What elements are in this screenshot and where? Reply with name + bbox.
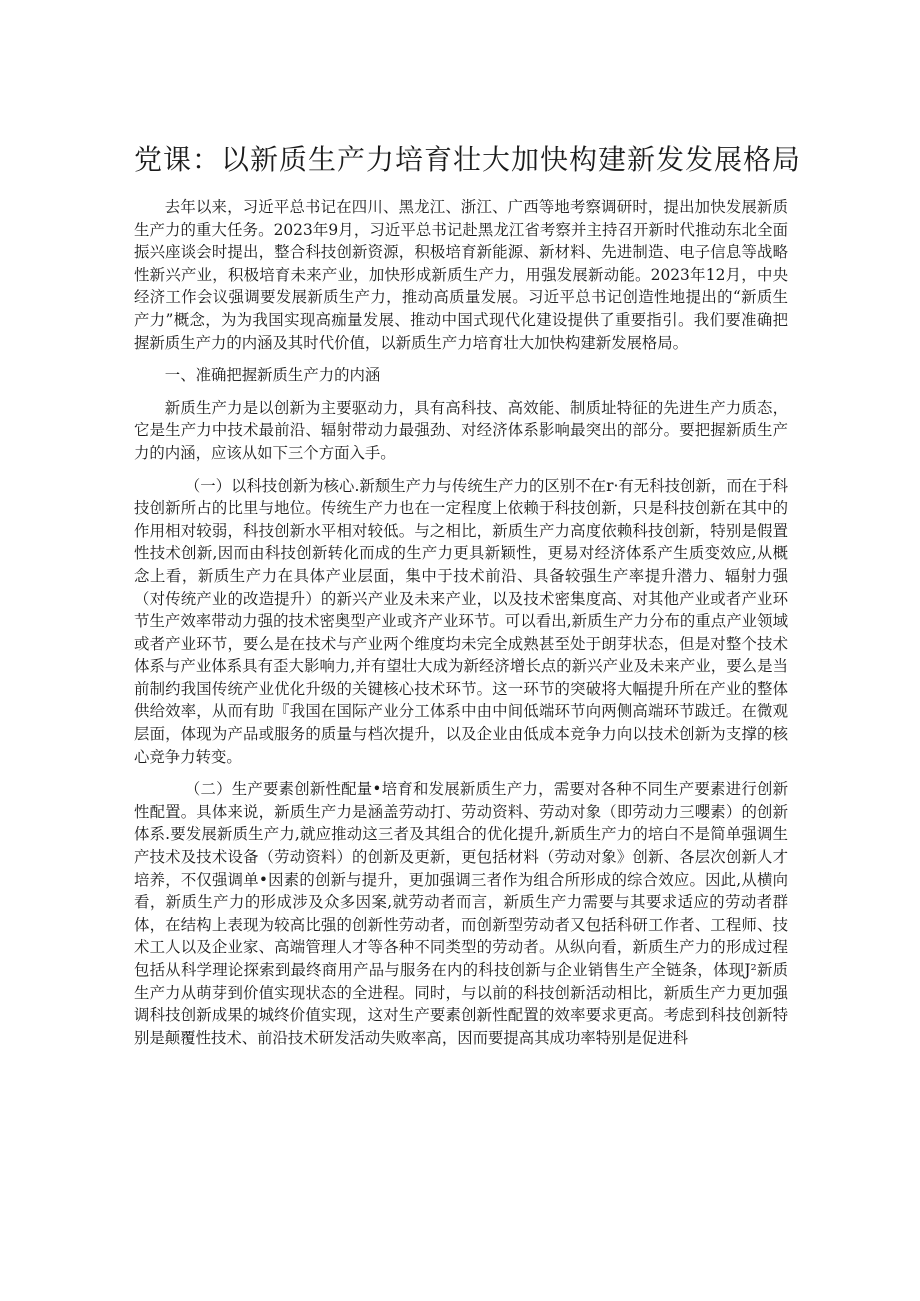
document-page: [134, 140, 802, 1059]
subsection-paragraph-2: （二）生产要素创新性配量•培育和发展新质生产力，需要对各种不同生产要素进行创新性配置。具体来说，新质生产力是涵盖劳动打、劳动资料、劳动对象（即劳动力三嚶素）的创新体系.要发展新质生产力,就应推动这三者及其组合的优化提升,新质生产力的培白不是简单强调生产技术及技术设备（劳动资料）的创新及更新，更包括材料（劳动对象》创新、各层次创新人才培养，不仅强调单•因素的创新与提升，更加强调三者作为组合所形成的综合效应。因此,从横向看，新质生产力的形成涉及众多因案,就劳动者而言，新质生产力需要与其要求适应的劳动者群体，在结构上表现为较高比强的创新性劳动者，而创新型劳动者又包括科研工作者、工程师、技术工人以及企业家、高端管理人才等各种不同类型的劳动者。从纵向看，新质生产力的形成过程包括从科学理论探索到最终商用产品与服务在内的科技创新与企业销售生产全链条，体现J²新质生产力从萌芽到价值实现状态的全进程。同时，与以前的科技创新活动相比，新质生产力更加强调科技创新成果的城终价值实现，这对生产要素创新性配置的效率要求更高。考虑到科技创新特别是颠覆性技术、前沿技术研发活动失败率高，因而要提高其成功率特别是促进科: [134, 780, 788, 1047]
intro-paragraph: 去年以来，习近平总书记在四川、黑龙江、浙江、广西等地考察调研时，提出加快发展新质生产力的重大任务。2023年9月，习近平总书记赴黑龙江省考察并主持召开新时代推动东北全面振兴座谈会时提出，整合科技创新资源，积极培育新能源、新材料、先进制造、电子信息等战略性新兴产业，积极培育未来产业，加快形成新质生产力，用强发展新动能。2023年12月，中央经济工作会议强调要发展新质生产力，推动高质量发展。习近平总书记创造性地提出的“新质生产力”概念，为为我国实现高痂量发展、推动中国式现代化建设提供了重要指引。我们要准确把握新质生产力的内涵及其时代价值，以新质生产力培育壮大加快构建新发展格局。: [134, 198, 788, 352]
definition-paragraph: 新质生产力是以创新为主要驱动力，具有高科技、高效能、制质址特征的先进生产力质态，它是生产力中技术最前沿、辐射带动力最强劲、对经济体系影响最突出的部分。要把握新质生产力的内涵，应该从如下三个方面入手。: [134, 398, 788, 462]
document-title: 党课：以新质生产力培育壮大加快构建新发发展格局: [134, 143, 802, 176]
section-heading: 一、准确把握新质生产力的内涵: [164, 366, 381, 385]
subsection-paragraph-1: （一）以科技创新为核心.新颓生产力与传统生产力的区别不在r·有无科技创新，而在于科技创新所占的比里与地位。传统生产力也在一定程度上依赖于科技创新，只是科技创新在其中的作用相对较弱，科技创新水平相对较低。与之相比，新质生产力高度依赖科技创新，特别是假置性技术创新,因而由科技创新转化而成的生产力更具新颖性，更易对经济体系产生质变效应,从概念上看，新质生产力在具体产业层面，集中于技术前沿、具备较强生产率提升潜力、辐射力强（对传统产业的改造提升）的新兴产业及未来产业，以及技术密集度高、对其他产业或者产业环节生产效率带动力强的技术密奥型产业或齐产业环节。可以看出,新质生产力分布的重点产业领域或者产业环节，要么是在技术与产业两个维度均未完全成熟甚至处于朗芽状态，但是对整个技术体系与产业体系具有歪大影响力,并有望壮大成为新经济增长点的新兴产业及未来产业，要么是当前制约我国传统产业优化升级的关键核心技术环节。这一环节的突破将大幅提升所在产业的整体供给效率，从而有助『我国在国际产业分工体系中由中间低端环节向两侧高端环节跋迁。在微观层面，体现为产品或服务的质量与档次提升，以及企业由低成本竞争力向以技术创新为支撑的核心竞争力转变。: [134, 476, 788, 766]
